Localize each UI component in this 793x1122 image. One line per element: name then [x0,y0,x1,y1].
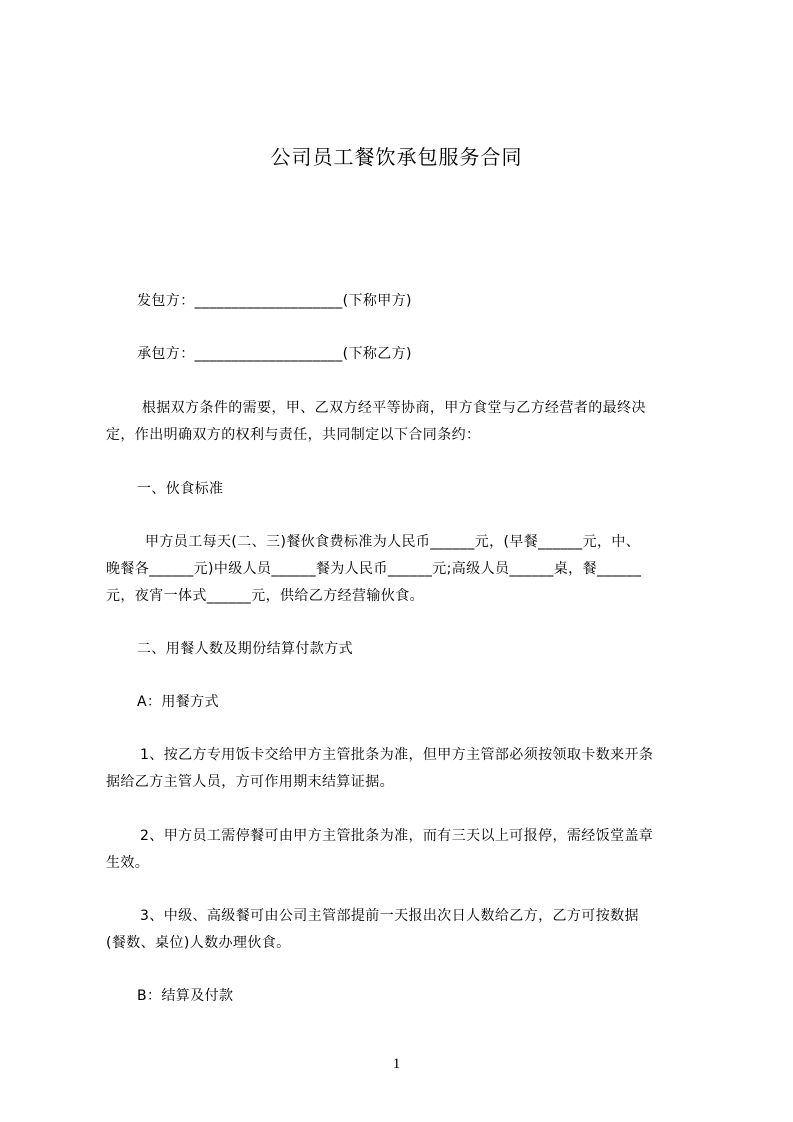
section-1-line-2: 晚餐各______元)中级人员______餐为人民币______元;高级人员______桌，餐______ [106,561,642,577]
item-1-line-2: 据给乙方主管人员，方可作用期末结算证据。 [106,774,394,790]
page-number: 1 [392,1056,401,1072]
item-3-line-1: 3、中级、高级餐可由公司主管部提前一天报出次日人数给乙方，乙方可按数据 [140,908,639,924]
document-title: 公司员工餐饮承包服务合同 [270,145,523,169]
section-2a-heading: A：用餐方式 [137,694,219,710]
party-a-line: 发包方：____________________(下称甲方) [137,293,412,309]
section-2b-heading: B：结算及付款 [137,988,234,1004]
item-2-line-2: 生效。 [106,855,150,871]
section-2-heading: 二、用餐人数及期份结算付款方式 [137,641,353,657]
section-1-line-1: 甲方员工每天(二、三)餐伙食费标准为人民币______元，(早餐______元，中、 [145,534,641,550]
item-1-line-1: 1、按乙方专用饭卡交给甲方主管批条为准，但甲方主管部必须按领取卡数来开条 [140,747,654,763]
item-2-line-1: 2、甲方员工需停餐可由甲方主管批条为准，而有三天以上可报停，需经饭堂盖章 [140,828,654,844]
intro-paragraph-line-2: 定，作出明确双方的权利与责任，共同制定以下合同条约： [106,427,481,443]
item-3-line-2: (餐数、桌位)人数办理伙食。 [106,935,291,951]
party-b-line: 承包方：____________________(下称乙方) [137,346,412,362]
section-1-line-3: 元，夜宵一体式______元，供给乙方经营输伙食。 [106,588,424,604]
intro-paragraph-line-1: 根据双方条件的需要，甲、乙双方经平等协商，甲方食堂与乙方经营者的最终决 [137,400,646,416]
section-1-heading: 一、伙食标准 [137,481,224,497]
